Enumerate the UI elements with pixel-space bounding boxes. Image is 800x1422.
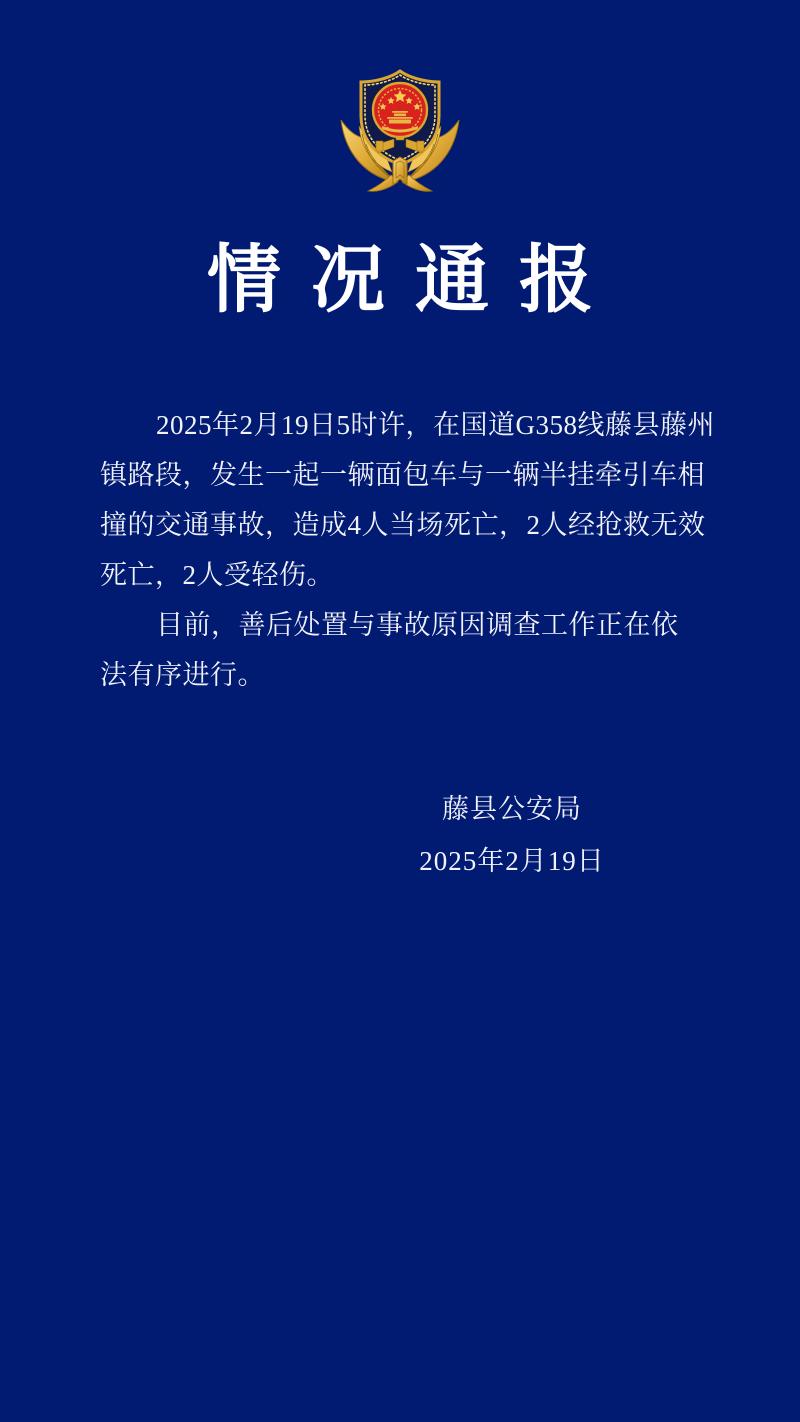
notice-body bbox=[100, 400, 715, 700]
signature-agency: 藤县公安局 bbox=[442, 794, 582, 824]
signature-date: 2025年2月19日 bbox=[419, 846, 605, 876]
body-line: 撞的交通事故，造成4人当场死亡，2人经抢救无效 bbox=[100, 510, 706, 540]
body-line: 目前，善后处置与事故原因调查工作正在依 bbox=[156, 610, 679, 640]
notice-title-text: 情况通报 bbox=[207, 238, 623, 321]
body-line: 法有序进行。 bbox=[100, 660, 265, 690]
signature-block bbox=[112, 783, 800, 887]
body-line: 镇路段，发生一起一辆面包车与一辆半挂牵引车相 bbox=[100, 460, 705, 490]
notice-title bbox=[0, 236, 800, 324]
body-line: 死亡，2人受轻伤。 bbox=[100, 560, 334, 590]
body-line: 2025年2月19日5时许，在国道G358线藤县藤州 bbox=[156, 410, 715, 440]
police-badge-icon bbox=[334, 64, 466, 196]
